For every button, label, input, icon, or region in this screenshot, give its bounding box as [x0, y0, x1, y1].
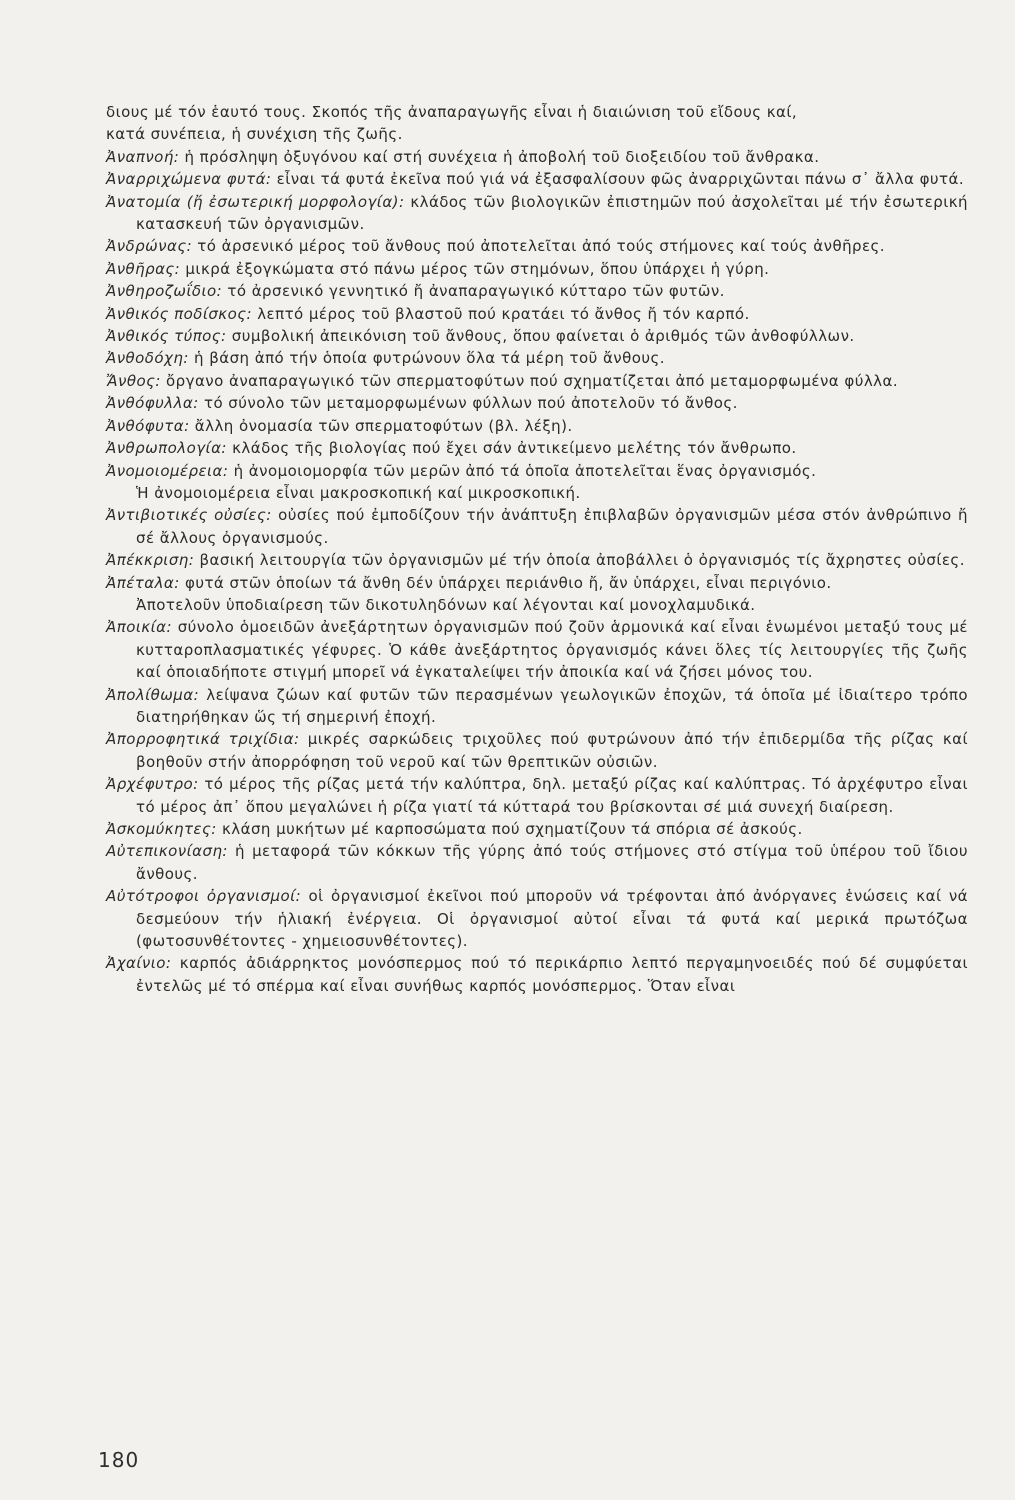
- glossary-definition: ἡ ἀνομοιομορφία τῶν μερῶν ἀπό τά ὁποῖα ἀποτελεῖται ἕνας ὀργανισμός.: [228, 461, 817, 480]
- glossary-definition: λείψανα ζώων καί φυτῶν τῶν περασμένων γεωλογικῶν ἐποχῶν, τά ὁποῖα μέ ἰδιαίτερο τρόπο διατηρήθηκαν ὥς τή σημερινή ἐποχή.: [136, 685, 968, 726]
- glossary-term: Ἀνθόφυλλα:: [106, 394, 199, 413]
- glossary-entry: [106, 684, 968, 729]
- glossary-definition: τό μέρος τῆς ρίζας μετά τήν καλύπτρα, δηλ. μεταξύ ρίζας καί καλύπτρας. Τό ἀρχέφυτρο εἶναι τό μέρος ἀπ᾽ ὅπου μεγαλώνει ἡ ρίζα γιατί τά κύτταρά του βρίσκονται σέ μιά συνεχή διαίρεση.: [136, 775, 968, 816]
- glossary-term: Ἀνθρωπολογία:: [106, 439, 227, 458]
- glossary-entry: [106, 728, 968, 773]
- glossary-definition: κλάση μυκήτων μέ καρποσώματα πού σχηματίζουν τά σπόρια σέ ἀσκούς.: [216, 820, 803, 838]
- glossary-definition: ἡ μεταφορά τῶν κόκκων τῆς γύρης ἀπό τούς στήμονες στό στίγμα τοῦ ὑπέρου τοῦ ἴδιου ἄνθους.: [136, 842, 968, 883]
- glossary-entry: [106, 572, 968, 594]
- glossary-definition: εἶναι τά φυτά ἐκεῖνα πού γιά νά ἐξασφαλίσουν φῶς ἀναρριχῶνται πάνω σ᾽ ἄλλα φυτά.: [271, 170, 965, 189]
- glossary-definition: βασική λειτουργία τῶν ὀργανισμῶν μέ τήν ὁποία ἀποβάλλει ὁ ὀργανισμός τίς ἄχρηστες οὐσίες.: [194, 551, 965, 570]
- glossary-term: Ἀνομοιομέρεια:: [106, 461, 229, 480]
- glossary-term: Ἀσκομύκητες:: [106, 820, 217, 838]
- glossary-term: Ἀπέταλα:: [106, 573, 180, 592]
- intro-line-1: διους μέ τόν ἑαυτό τους. Σκοπός τῆς ἀναπαραγωγῆς εἶναι ἡ διαιώνιση τοῦ εἴδους καί,: [106, 103, 798, 121]
- glossary-term: Ἀποικία:: [106, 618, 173, 637]
- glossary-definition: μικρά ἐξογκώματα στό πάνω μέρος τῶν στημόνων, ὅπου ὑπάρχει ἡ γύρη.: [180, 259, 770, 278]
- glossary-definition: συμβολική ἀπεικόνιση τοῦ ἄνθους, ὅπου φαίνεται ὁ ἀριθμός τῶν ἀνθοφύλλων.: [226, 327, 855, 346]
- glossary-entry: [106, 191, 968, 236]
- glossary-term: Ἀχαίνιο:: [106, 954, 172, 973]
- glossary-entry: [106, 280, 968, 302]
- glossary-definition: λεπτό μέρος τοῦ βλαστοῦ πού κρατάει τό ἄνθος ἤ τόν καρπό.: [251, 304, 750, 323]
- glossary-definition: ἡ πρόσληψη ὀξυγόνου καί στή συνέχεια ἡ ἀποβολή τοῦ διοξειδίου τοῦ ἄνθρακα.: [179, 147, 820, 166]
- glossary-term: Ἀνθῆρας:: [106, 259, 181, 278]
- intro-continuation: [106, 101, 968, 146]
- glossary-definition-continuation: Ἡ ἀνομοιομέρεια εἶναι μακροσκοπική καί μικροσκοπική.: [136, 483, 581, 502]
- glossary-definition: ὄργανο ἀναπαραγωγικό τῶν σπερματοφύτων πού σχηματίζεται ἀπό μεταμορφωμένα φύλλα.: [160, 371, 899, 390]
- glossary-definition: ἄλλη ὀνομασία τῶν σπερματοφύτων (βλ. λέξη).: [189, 416, 573, 435]
- glossary-entry: [106, 235, 968, 257]
- glossary-definition: φυτά στῶν ὁποίων τά ἄνθη δέν ὑπάρχει περιάνθιο ἤ, ἄν ὑπάρχει, εἶναι περιγόνιο.: [179, 573, 832, 592]
- glossary-definition: ἡ βάση ἀπό τήν ὁποία φυτρώνουν ὅλα τά μέρη τοῦ ἄνθους.: [188, 349, 665, 368]
- glossary-definition: τό ἀρσενικό μέρος τοῦ ἄνθους πού ἀποτελεῖται ἀπό τούς στήμονες καί τούς ἀνθῆρες.: [192, 237, 886, 256]
- glossary-entry: [106, 616, 968, 683]
- glossary-entry: [106, 168, 968, 190]
- glossary-entry: [106, 347, 968, 369]
- glossary-entry: [106, 303, 968, 325]
- glossary-term: Ἀπολίθωμα:: [106, 685, 200, 704]
- glossary-definition-continuation: Ἀποτελοῦν ὑποδιαίρεση τῶν δικοτυληδόνων καί λέγονται καί μονοχλαμυδικά.: [136, 595, 756, 614]
- glossary-entries: [106, 146, 968, 997]
- glossary-entry: [106, 549, 968, 571]
- glossary-term: Αὐτεπικονίαση:: [106, 842, 228, 861]
- glossary-term: Ἀνατομία (ἤ ἐσωτερική μορφολογία):: [106, 192, 405, 211]
- glossary-term: Ἀνδρώνας:: [106, 237, 193, 256]
- glossary-text: [106, 101, 968, 997]
- glossary-term: Ἀρχέφυτρο:: [106, 775, 199, 794]
- glossary-definition: κλάδος τῶν βιολογικῶν ἐπιστημῶν πού ἀσχολεῖται μέ τήν ἐσωτερική κατασκευή τῶν ὀργανισμῶν.: [136, 192, 968, 234]
- glossary-term: Ἀνθοδόχη:: [106, 349, 189, 368]
- glossary-entry: [106, 885, 968, 952]
- glossary-entry: [106, 952, 968, 997]
- glossary-entry: [106, 415, 968, 437]
- glossary-term: Ἀναρριχώμενα φυτά:: [106, 170, 272, 189]
- glossary-term: Ἀπορροφητικά τριχίδια:: [106, 730, 300, 749]
- glossary-term: Ἀναπνοή:: [106, 147, 180, 166]
- glossary-entry: [106, 818, 968, 840]
- glossary-definition: οἱ ὀργανισμοί ἐκεῖνοι πού μποροῦν νά τρέφονται ἀπό ἀνόργανες ἑνώσεις καί νά δεσμεύουν τήν ἡλιακή ἐνέργεια. Οἱ ὀργανισμοί αὐτοί εἶναι τά φυτά καί μερικά πρωτόζωα (φωτοσυνθέτοντες - χημειοσυνθέτοντες).: [136, 887, 968, 951]
- glossary-entry: [106, 370, 968, 392]
- glossary-entry: [106, 325, 968, 347]
- glossary-entry: [106, 460, 968, 482]
- glossary-definition: τό σύνολο τῶν μεταμορφωμένων φύλλων πού ἀποτελοῦν τό ἄνθος.: [198, 394, 738, 413]
- glossary-definition: μικρές σαρκώδεις τριχοῦλες πού φυτρώνουν ἀπό τήν ἐπιδερμίδα τῆς ρίζας καί βοηθοῦν στήν ἀπορρόφηση τοῦ νεροῦ καί τῶν θρεπτικῶν οὐσιῶν.: [136, 730, 969, 771]
- glossary-definition: καρπός ἀδιάρρηκτος μονόσπερμος πού τό περικάρπιο λεπτό περγαμηνοειδές πού δέ συμφύεται ἐντελῶς μέ τό σπέρμα καί εἶναι συνήθως καρπός μονόσπερμος. Ὅταν εἶναι: [136, 954, 968, 995]
- glossary-entry: [106, 146, 968, 168]
- glossary-entry: [106, 392, 968, 414]
- glossary-definition: οὐσίες πού ἐμποδίζουν τήν ἀνάπτυξη ἐπιβλαβῶν ὀργανισμῶν μέσα στόν ἀνθρώπινο ἤ σέ ἄλλους ὀργανισμούς.: [136, 506, 968, 547]
- page-number: 180: [98, 1448, 140, 1472]
- glossary-definition: σύνολο ὁμοειδῶν ἀνεξάρτητων ὀργανισμῶν πού ζοῦν ἁρμονικά καί εἶναι ἑνωμένοι μεταξύ τους μέ κυτταροπλασματικές γέφυρες. Ὁ κάθε ἀνεξάρτητος ὀργανισμός κάνει ὅλες τίς λειτουργίες τῆς ζωῆς καί ὁποιαδήποτε στιγμή μπορεῖ νά ἐγκαταλείψει τήν ἀποικία καί νά ζήσει μόνος του.: [136, 618, 968, 682]
- intro-line-2: κατά συνέπεια, ἡ συνέχιση τῆς ζωῆς.: [106, 125, 403, 144]
- glossary-entry: [106, 437, 968, 459]
- glossary-entry: [106, 258, 968, 280]
- glossary-entry: [106, 840, 968, 885]
- glossary-entry: [106, 773, 968, 818]
- glossary-term: Ἀπέκκριση:: [106, 551, 195, 570]
- glossary-definition: τό ἀρσενικό γεννητικό ἤ ἀναπαραγωγικό κύτταρο τῶν φυτῶν.: [222, 282, 725, 301]
- glossary-term: Ἄνθος:: [106, 371, 161, 390]
- glossary-term: Ἀνθηροζωΐδιο:: [106, 282, 223, 301]
- glossary-term: Αὐτότροφοι ὀργανισμοί:: [106, 887, 302, 906]
- glossary-entry: [106, 504, 968, 549]
- glossary-term: Ἀντιβιοτικές οὐσίες:: [106, 506, 272, 525]
- glossary-definition: κλάδος τῆς βιολογίας πού ἔχει σάν ἀντικείμενο μελέτης τόν ἄνθρωπο.: [226, 439, 797, 458]
- glossary-term: Ἀνθικός τύπος:: [106, 327, 227, 346]
- glossary-term: Ἀνθόφυτα:: [106, 416, 190, 435]
- glossary-term: Ἀνθικός ποδίσκος:: [106, 304, 252, 323]
